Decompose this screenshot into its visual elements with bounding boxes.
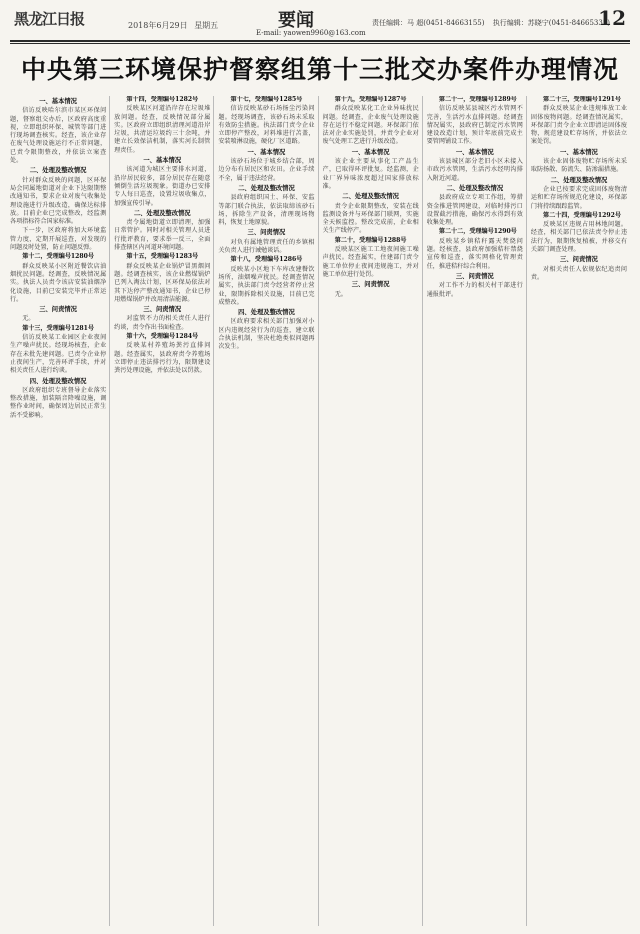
dateline <box>128 20 222 31</box>
paragraph: 县政府组织国土、环保、安监等部门联合执法，依法取缔该砂石场，拆除生产设备，清理现场物料，恢复土地原貌。 <box>218 194 315 227</box>
paragraph: 反映某乡镇秸秆露天焚烧问题。经核查，县政府加强秸秆禁烧宣传和巡查，落实网格化管理责任，推进秸秆综合利用。 <box>426 237 523 270</box>
masthead-rule <box>10 40 630 42</box>
subheading: 一、基本情况 <box>455 148 494 156</box>
subheading: 三、问责情况 <box>560 256 598 264</box>
case-number: 第二十三，受理编号1291号 <box>543 96 621 103</box>
issue-date: 2018年6月29日 <box>128 21 188 30</box>
paragraph: 该河道为城区主要排水河道，沿岸居民较多，部分居民存在随意倾倒生活垃圾现象。街道办已安排专人每日巡查，设置垃圾收集点，加强宣传引导。 <box>114 166 211 207</box>
paragraph: 对负有属地管理责任的乡镇相关负责人进行诫勉谈话。 <box>218 238 315 255</box>
paragraph: 群众反映某企业锅炉冒黑烟问题。经调查核实，该企业燃煤锅炉已列入淘汰计划，区环保局依法对其下达停产整改通知书，企业已停用燃煤锅炉并改用清洁能源。 <box>114 262 211 303</box>
paragraph: 针对群众反映的问题，区环保局会同属地街道对企业下达限期整改通知书，要求企业对废气收集处理设施进行升级改造，确保达标排放。目前企业已完成整改，经监测各项指标符合国家标准。 <box>10 176 107 226</box>
paragraph: 群众反映某小区附近餐饮店油烟扰民问题。经调查，反映情况属实。执法人员责令该店安装油烟净化设施，目前已安装完毕并正常运行。 <box>10 262 107 303</box>
article-column <box>10 96 110 926</box>
responsible-editor: 责任编辑：马 超(0451-84663155) <box>372 19 485 27</box>
case-number: 第十三，受理编号1281号 <box>22 324 94 332</box>
subheading: 一、基本情况 <box>560 148 598 156</box>
paragraph: 下一步，区政府将加大环境监管力度，定期开展巡查，对发现的问题及时处置，防止问题反弹。 <box>10 227 107 252</box>
article-body <box>10 96 630 926</box>
paragraph: 信访反映哈尔滨市某区环保问题，督察组交办后，区政府高度重视，立即组织环保、城管等部门进行现场调查核实。经查，该企业存在废气处理设施运行不正常问题，已责令限期整改，并依法立案查处。 <box>10 107 107 165</box>
article-column <box>531 96 630 926</box>
masthead-rule-thin <box>10 43 630 44</box>
case-number: 第十五，受理编号1283号 <box>126 253 199 261</box>
paragraph: 责令属地街道立即清理，加强日常管护。同时对相关管理人员进行批评教育，要求举一反三，全面排查辖区内河道环境问题。 <box>114 219 211 252</box>
article-column <box>427 96 527 926</box>
executive-editor: 执行编辑：苏晓宁(0451-84665335) <box>492 19 611 27</box>
subheading: 一、基本情况 <box>143 157 182 165</box>
paragraph: 反映某区施工工地夜间施工噪声扰民。经查属实，住建部门责令施工单位停止夜间违规施工，并对施工单位进行处罚。 <box>322 246 419 278</box>
subheading: 三、问责情况 <box>39 306 77 314</box>
paragraph: 无。 <box>334 290 347 298</box>
paragraph: 群众反映某企业违规堆放工业固体废物问题。经调查情况属实，环保部门责令企业立即清运固体废物，规范建设贮存场所，并依法立案处罚。 <box>530 105 628 146</box>
case-number: 第十二，受理编号1280号 <box>22 253 94 261</box>
newspaper-logo: 黑龙江日报 <box>14 10 85 28</box>
paragraph: 反映某村养殖场粪污直排问题。经查属实，县政府责令养殖场立即停止违法排污行为，限期建设粪污处理设施，并依法处以罚款。 <box>114 342 211 375</box>
subheading: 二、处理及整改情况 <box>342 193 399 201</box>
case-number: 第十六，受理编号1284号 <box>126 333 199 341</box>
paragraph: 信访反映某县城区污水管网不完善，生活污水直排问题。经调查情况属实，县政府已制定污水管网建设改造计划，预计年底前完成主要管网铺设工作。 <box>426 105 523 146</box>
article-column <box>114 96 214 926</box>
subheading: 三、问责情况 <box>143 306 182 314</box>
case-number: 第十八，受理编号1286号 <box>230 256 303 264</box>
subheading: 二、处理及整改情况 <box>238 184 295 192</box>
paragraph: 县政府成立专项工作组，筹措资金推进管网建设，对临时排污口设置截污措施，确保污水得到有效收集处理。 <box>426 194 523 227</box>
section-email: E-mail: yaowen9960@163.com <box>256 29 366 37</box>
subheading: 一、基本情况 <box>351 148 390 156</box>
subheading: 二、处理及整改情况 <box>133 209 191 217</box>
subheading: 三、问责情况 <box>351 281 390 289</box>
paragraph: 对相关责任人依规依纪追责问责。 <box>530 265 628 281</box>
case-number: 第二十，受理编号1288号 <box>334 236 407 244</box>
paragraph: 区政府要求相关部门加强对小区内违规经营行为的巡查，建立联合执法机制，坚决杜绝类似问题再次发生。 <box>218 318 315 351</box>
subheading: 四、处理及整改情况 <box>29 377 87 385</box>
paragraph: 责令企业限期整改，安装在线监测设备并与环保部门联网，实施全天候监控。整改完成前，企业相关生产线停产。 <box>322 202 419 235</box>
subheading: 三、问责情况 <box>247 229 286 237</box>
subheading: 二、处理及整改情况 <box>29 167 87 175</box>
case-number: 第二十四，受理编号1292号 <box>543 211 621 219</box>
headline: 中央第三环境保护督察组第十三批交办案件办理情况 <box>20 55 619 84</box>
paragraph: 该砂石场位于城乡结合部，周边分布有居民区和农田。企业手续不全，属于违法经营。 <box>218 158 315 182</box>
article-column <box>218 96 318 926</box>
paragraph: 反映某区违规占用林地问题。经查，相关部门已依法责令停止违法行为，限期恢复植被，并移交有关部门调查处理。 <box>530 221 628 254</box>
subheading: 一、基本情况 <box>39 98 77 105</box>
paragraph: 信访反映某工业园区企业夜间生产噪声扰民。经现场核查，企业存在未批先建问题。已责令企业停止夜间生产，完善环评手续，并对相关责任人进行约谈。 <box>10 334 107 375</box>
paragraph: 信访反映某砂石场扬尘污染问题。经现场调查，该砂石场未采取有效防尘措施。执法部门责令企业立即停产整改，对料堆进行苫盖，安装喷淋设施，硬化厂区道路。 <box>218 105 315 146</box>
subheading: 三、问责情况 <box>455 272 494 280</box>
paragraph: 对监管不力的相关责任人进行约谈，责令作出书面检查。 <box>114 315 211 331</box>
paragraph: 该企业主要从事化工产品生产，已取得环评批复。经监测，企业厂界异味浓度超过国家排放标准。 <box>322 158 419 190</box>
paragraph: 反映某区河道沿岸存在垃圾堆放问题。经查，反映情况部分属实。区政府立即组织清理河道沿岸垃圾，共清运垃圾约三十余吨，并建立长效保洁机制，落实河长制管理责任。 <box>114 105 211 154</box>
paragraph: 区政府组织专班督导企业落实整改措施，加装隔音降噪设施，调整作业时间，确保周边居民正常生活不受影响。 <box>10 386 107 419</box>
paragraph: 群众反映某化工企业异味扰民问题。经调查，企业废气处理设施存在运行不稳定问题。环保部门依法对企业实施处罚，并责令企业对废气处理工艺进行升级改造。 <box>322 105 419 146</box>
section-title: 要闻 <box>278 10 314 31</box>
issue-weekday: 星期五 <box>194 21 219 30</box>
case-number: 第十四，受理编号1282号 <box>126 96 199 103</box>
paragraph: 对工作不力的相关村干部进行通报批评。 <box>426 282 523 298</box>
subheading: 二、处理及整改情况 <box>446 184 504 192</box>
paragraph: 企业已按要求完成固体废物清运和贮存场所规范化建设，环保部门将持续跟踪监管。 <box>530 185 628 210</box>
subheading: 二、处理及整改情况 <box>550 176 608 184</box>
paragraph: 该企业固体废物贮存场所未采取防扬散、防流失、防渗漏措施。 <box>530 158 628 174</box>
subheading: 四、处理及整改情况 <box>238 309 295 317</box>
case-number: 第二十一，受理编号1289号 <box>438 96 517 103</box>
case-number: 第十九，受理编号1287号 <box>334 96 407 103</box>
article-column <box>323 96 423 926</box>
case-number: 第十七，受理编号1285号 <box>230 96 303 103</box>
case-number: 第二十二，受理编号1290号 <box>438 228 517 236</box>
subheading: 一、基本情况 <box>247 148 286 156</box>
page-number: 12 <box>598 6 626 30</box>
paragraph: 无。 <box>22 315 35 323</box>
paragraph: 反映某小区地下车库改建餐饮场所，油烟噪声扰民。经调查情况属实，执法部门责令经营者停止营业，限期拆除相关设施，目前已完成整改。 <box>218 265 315 306</box>
paragraph: 该县城区部分老旧小区未接入市政污水管网，生活污水经明沟排入附近河道。 <box>426 158 523 182</box>
masthead <box>10 6 630 40</box>
editor-credits <box>372 18 616 28</box>
